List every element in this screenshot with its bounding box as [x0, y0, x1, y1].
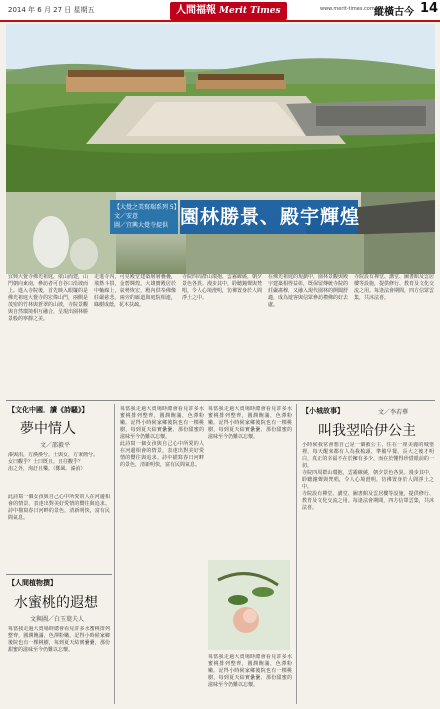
poem-author: 文／邵毅平 [40, 442, 71, 449]
series-title: 【大覺之美寫瑞系列 5】 [114, 204, 180, 211]
plant-body-text: 每當我走過大賣場時總會看見許多水蜜桃排列整齊，圓潤飽滿，色澤粉嫩。記得小時候家鄉後院也有一棵桃樹，每到夏天結實纍纍，那份甜蜜的滋味至今仍難以忘懷。 [8, 626, 110, 653]
peach-illustration [208, 560, 290, 650]
essay-title: 叫我翌哈伊公主 [318, 423, 416, 439]
subsection-divider [6, 574, 112, 575]
temple-landscape-illustration [6, 24, 435, 192]
plant-article-continued-2 [208, 406, 292, 556]
temple-aerial-photo [6, 24, 435, 192]
plant-article-continued [120, 406, 204, 704]
plant-body-text: 每當我走過大賣場時總會看見許多水蜜桃排列整齊，圓潤飽滿，色澤粉嫩。記得小時候家鄉後院也有一棵桃樹，每到夏天結實纍纍，那份甜蜜的滋味至今仍難以忘懷。 [120, 406, 204, 440]
feature-paragraph: 在佛光祖庭的規劃中，園林景觀與殿宇建築相得益彰，既保留傳統寺院的莊嚴肅穆，又融入現代園林的開闊舒適，成為遊客與信眾參訪禮佛的好去處。 [268, 274, 348, 308]
issue-date: 2014 年 6 月 27 日 星期五 [8, 6, 95, 14]
feature-paragraph: 走進寺內，可見殿堂建築層層疊疊，飛簷斗拱，金碧輝煌。大雄寶殿居於中軸線上，氣勢恢宏，殿內供奉佛像莊嚴慈悲。兩旁的廊道與庭院相連，綠樹成蔭，花木扶疏。 [94, 274, 176, 308]
poem-section-label: 【文化中國．讀《詩騷》】 [8, 406, 89, 414]
section-divider [6, 400, 435, 401]
plant-section-label: 【人間植物撰】 [8, 579, 57, 587]
page-number: 14 [420, 1, 439, 16]
essay-paragraph: 小時候我常會想自己是一個被公主，住在一座美麗的城堡裡，每天醒來都有人為我梳頭、準備早餐。長大之後才明白，真正的幸福不在於擁有多少，而在於懂得珍惜眼前的一切。 [302, 442, 434, 469]
column-divider [114, 404, 115, 704]
logo-chinese: 人間福報 [176, 5, 216, 16]
essay-paragraph: 寺院設有禪堂、講堂、圖書館及雲居樓等設施，提供修行、教育及文化交流之用。每逢法會期間，四方信眾雲集，共沐法喜。 [302, 491, 434, 511]
peach-photo [208, 560, 290, 650]
poem-line: 洧之外，洵訏且樂。（鄭風．溱洧） [8, 466, 86, 472]
section-name: 縱橫古今 [374, 7, 414, 18]
plant-article-body [8, 626, 110, 704]
plant-body-text: 每當我走過大賣場時總會看見許多水蜜桃排列整齊，圓潤飽滿，色澤粉嫩。記得小時候家鄉後院也有一棵桃樹，每到夏天結實纍纍，那份甜蜜的滋味至今仍難以忘懷。 [208, 654, 292, 688]
logo-english: Merit Times [219, 6, 281, 16]
poem-line: 女曰觀乎？士曰既且。且往觀乎？ [8, 459, 84, 465]
feature-column-4 [268, 274, 348, 394]
poem-title: 夢中情人 [20, 421, 76, 437]
feature-paragraph: 宜興大覺寺佛光祖庭，依山而建，山門朝向東南，參訪者可自谷口沿坡而上。進入寺院後，首先映入眼簾的是佛光祖庭大覺寺的宏偉山門，兩側是茂密的竹林與蒼翠的山坡，寺院景觀與自然環境相互融合，呈現出園林勝景般的寧靜之美。 [8, 274, 88, 322]
essay-body [302, 442, 434, 704]
essay-paragraph: 寺院四周群山環抱，雲霧繚繞，朝夕景色各異。漫步其中，聆聽鐘聲與梵唱，令人心境澄明，彷彿置身於人間淨土之中。 [302, 470, 434, 490]
feature-column-2 [94, 274, 176, 394]
website-url: www.merit-times.com.tw [320, 6, 383, 12]
feature-paragraph: 寺院四周群山環抱，雲霧繚繞，朝夕景色各異。漫步其中，聆聽鐘聲與梵唱，令人心境澄明，彷彿置身於人間淨土之中。 [182, 274, 262, 301]
poem-body: 此詩寫一個女孩與自己心中所愛的人在河邊相會的情景，表達出對美好愛情的嚮往與追求。詩中描寫春日河畔的景色，清新明快，富有民間氣息。 [120, 441, 204, 468]
feature-column-3 [182, 274, 262, 394]
poem-body: 此詩寫一個女孩與自己心中所愛的人在河邊相會的情景，表達出對美好愛情的嚮往與追求。詩中描寫春日河畔的景色，清新明快，富有民間氣息。 [8, 494, 110, 521]
plant-article-author: 文與圖／白玉葉夫人 [30, 616, 85, 623]
feature-headline: 園林勝景、殿宇輝煌 [180, 200, 358, 234]
poem-commentary [8, 494, 110, 574]
essay-author: 文／李若華 [378, 409, 409, 416]
photo-credit: 圖／宜興大覺寺提供 [114, 222, 169, 229]
plant-article-title: 水蜜桃的遐想 [14, 595, 98, 611]
feature-paragraph: 寺院設有禪堂、講堂、圖書館及雲居樓等設施，提供修行、教育及文化交流之用。每逢法會期間，四方信眾雲集，共沐法喜。 [354, 274, 434, 301]
newspaper-header [0, 0, 440, 22]
plant-article-end [208, 654, 292, 704]
essay-section-label: 【小城故事】 [302, 407, 344, 415]
poem-verse [8, 452, 110, 488]
feature-column-1 [8, 274, 88, 394]
column-divider [296, 404, 297, 704]
feature-column-5 [354, 274, 434, 394]
feature-author: 文／安意 [114, 213, 139, 220]
poem-line: 溱與洧，方渙渙兮。士與女，方秉蕑兮。 [8, 452, 99, 458]
masthead-logo [170, 2, 287, 20]
plant-body-text: 每當我走過大賣場時總會看見許多水蜜桃排列整齊，圓潤飽滿，色澤粉嫩。記得小時候家鄉後院也有一棵桃樹，每到夏天結實纍纍，那份甜蜜的滋味至今仍難以忘懷。 [208, 406, 292, 440]
series-label-box [110, 200, 178, 234]
